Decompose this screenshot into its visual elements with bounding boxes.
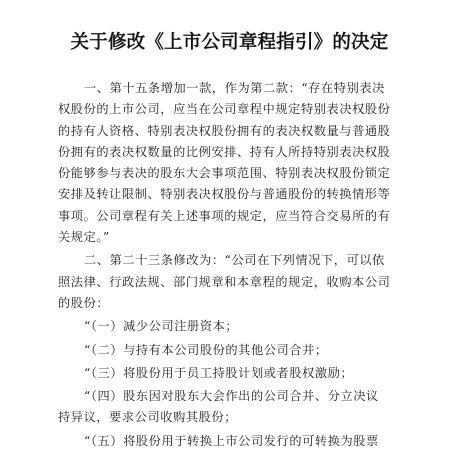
paragraph-line: 的股份：	[58, 295, 110, 310]
paragraph-line: 份拥有的表决权数量的比例安排、持有人所持特别表决权股	[58, 144, 391, 159]
paragraph-line: 安排及转让限制、特别表决权股份与普通股份的转换情形等	[58, 187, 391, 202]
paragraph-line: 一、第十五条增加一款，作为第二款：“存在特别表决	[84, 81, 385, 95]
paragraph-line: 的持有人资格、特别表决权股份拥有的表决权数量与普通股	[58, 123, 391, 138]
paragraph-line: 权股份的上市公司，应当在公司章程中规定特别表决权股份	[58, 102, 391, 117]
paragraph-line: 照法律、行政法规、部门规章和本章程的规定，收购本公司	[58, 274, 391, 289]
list-item: “（五）将股份用于转换上市公司发行的可转换为股票	[84, 433, 379, 448]
paragraph-line: 关规定。”	[58, 230, 110, 245]
list-item-continuation: 持异议，要求公司收购其股份；	[58, 410, 238, 425]
list-item: “（二）与持有本公司股份的其他公司合并；	[84, 342, 328, 357]
paragraph-line: 事项。公司章程有关上述事项的规定，应当符合交易所的有	[58, 208, 391, 223]
list-item: “（一）减少公司注册资本；	[84, 319, 239, 334]
document-body	[58, 78, 430, 452]
list-item: “（四）股东因对股东大会作出的公司合并、分立决议	[84, 389, 379, 404]
paragraph-line: 二、第二十三条修改为：“公司在下列情况下，可以依	[84, 253, 385, 268]
document-title: 关于修改《上市公司章程指引》的决定	[70, 32, 389, 53]
paragraph-line: 份能够参与表决的股东大会事项范围、特别表决权股份锁定	[58, 166, 391, 181]
list-item: “（三）将股份用于员工持股计划或者股权激励；	[84, 365, 354, 380]
